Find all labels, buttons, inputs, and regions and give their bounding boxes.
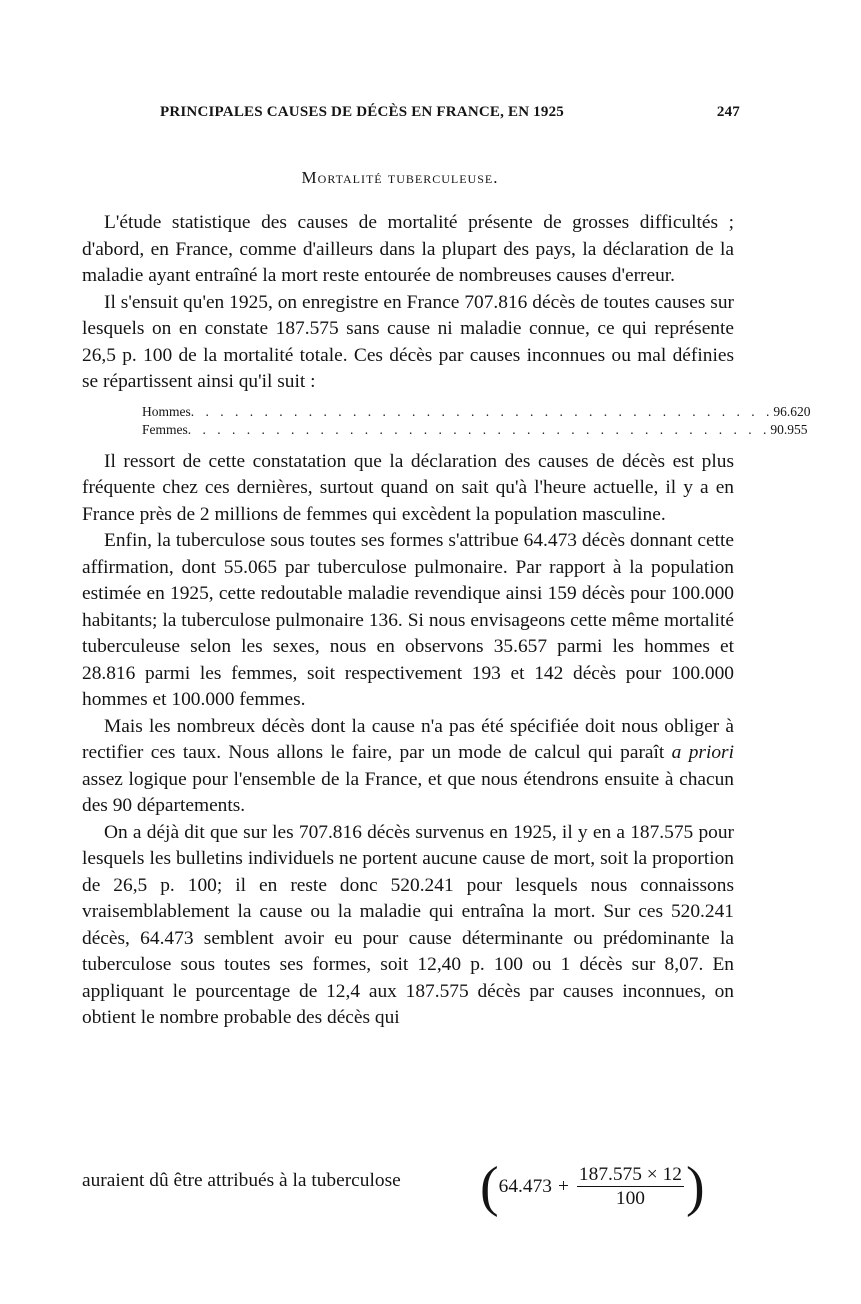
page-number: 247	[716, 104, 740, 120]
paragraph-5-text-b: assez logique pour l'ensemble de la France, et que nous étendrons ensuite à chacun des 90 départements.	[82, 768, 734, 816]
paragraph-3: Il ressort de cette constatation que la déclaration des causes de décès est plus fréquente chez ces dernières, surtout quand on sait qu'à l'heure actuelle, il y a en France près de 2 millions de femmes qui excèdent la population masculine.	[82, 450, 734, 525]
right-parenthesis: )	[685, 1156, 705, 1218]
formula-left-term: 64.473	[498, 1176, 552, 1197]
table-label: Hommes	[142, 403, 191, 419]
fraction	[577, 1164, 684, 1210]
table-row	[82, 421, 808, 439]
section-title: Mortalité tuberculeuse.	[301, 168, 499, 187]
running-title: PRINCIPALES CAUSES DE DÉCÈS EN FRANCE, EN 1925	[160, 104, 564, 120]
paragraph-5	[82, 714, 734, 820]
fraction-denominator: 100	[615, 1188, 645, 1209]
paragraph-1: L'étude statistique des causes de mortalité présente de grosses difficultés ; d'abord, en France, comme d'ailleurs dans la plupart des pays, la déclaration de la maladie ayant entraîné la mort reste entourée de nombreuses causes d'erreur.	[82, 212, 734, 286]
table-row	[82, 403, 811, 421]
table-label: Femmes	[142, 421, 188, 437]
italic-term: a priori	[671, 742, 734, 763]
paragraph-5-text-a: Mais les nombreux décès dont la cause n'a pas été spécifiée doit nous obliger à rectifier ces taux. Nous allons le faire, par un mode de calcul qui paraît	[82, 715, 734, 763]
body-text	[82, 210, 811, 1032]
leader-dots: . . . . . . . . . . . . . . . . . . . . . . . . . . . . . . . . . . . . . . . .	[190, 403, 774, 419]
table-value: 96.620	[773, 403, 811, 419]
final-line: auraient dû être attribués à la tuberculose	[82, 1170, 401, 1191]
running-header	[160, 104, 740, 121]
deaths-by-sex-table	[82, 403, 811, 439]
leader-dots: . . . . . . . . . . . . . . . . . . . . . . . . . . . . . . . . . . . . . . . .	[187, 421, 771, 437]
paragraph-2: Il s'ensuit qu'en 1925, on enregistre en France 707.816 décès de toutes causes sur lesquels on en constate 187.575 sans cause ni maladie connue, ce qui représente 26,5 p. 100 de la mortalité totale. Ces décès par causes inconnues ou mal définies se répartissent ainsi qu'il suit :	[82, 291, 734, 392]
plus-sign: +	[557, 1176, 569, 1197]
table-value: 90.955	[770, 421, 808, 437]
paragraph-6: On a déjà dit que sur les 707.816 décès survenus en 1925, il y en a 187.575 pour lesquels les bulletins individuels ne portent aucune cause de mort, soit la proportion de 26,5 p. 100; il en reste donc 520.241 pour lesquels nous connaissons vraisemblablement la cause ou la maladie qui entraîna la mort. Sur ces 520.241 décès, 64.473 semblent avoir eu pour cause déterminante ou prédominante la tuberculose sous toutes ses formes, soit 12,40 p. 100 ou 1 décès sur 8,07. En appliquant le pourcentage de 12,4 aux 187.575 décès par causes inconnues, on obtient le nombre probable des décès qui	[82, 821, 734, 1028]
left-parenthesis: (	[480, 1156, 499, 1218]
fraction-numerator: 187.575 × 12	[578, 1164, 682, 1185]
formula	[480, 1158, 705, 1216]
paragraph-4: Enfin, la tuberculose sous toutes ses formes s'attribue 64.473 décès donnant cette affirmation, dont 55.065 par tuberculose pulmonaire. Par rapport à la population estimée en 1925, cette redoutable maladie revendique ainsi 159 décès pour 100.000 habitants; la tuberculose pulmonaire 136. Si nous envisageons cette même mortalité tuberculeuse selon les sexes, nous en observons 35.657 parmi les hommes et 28.816 parmi les femmes, soit respectivement 193 et 142 décès pour 100.000 hommes et 100.000 femmes.	[82, 530, 734, 710]
